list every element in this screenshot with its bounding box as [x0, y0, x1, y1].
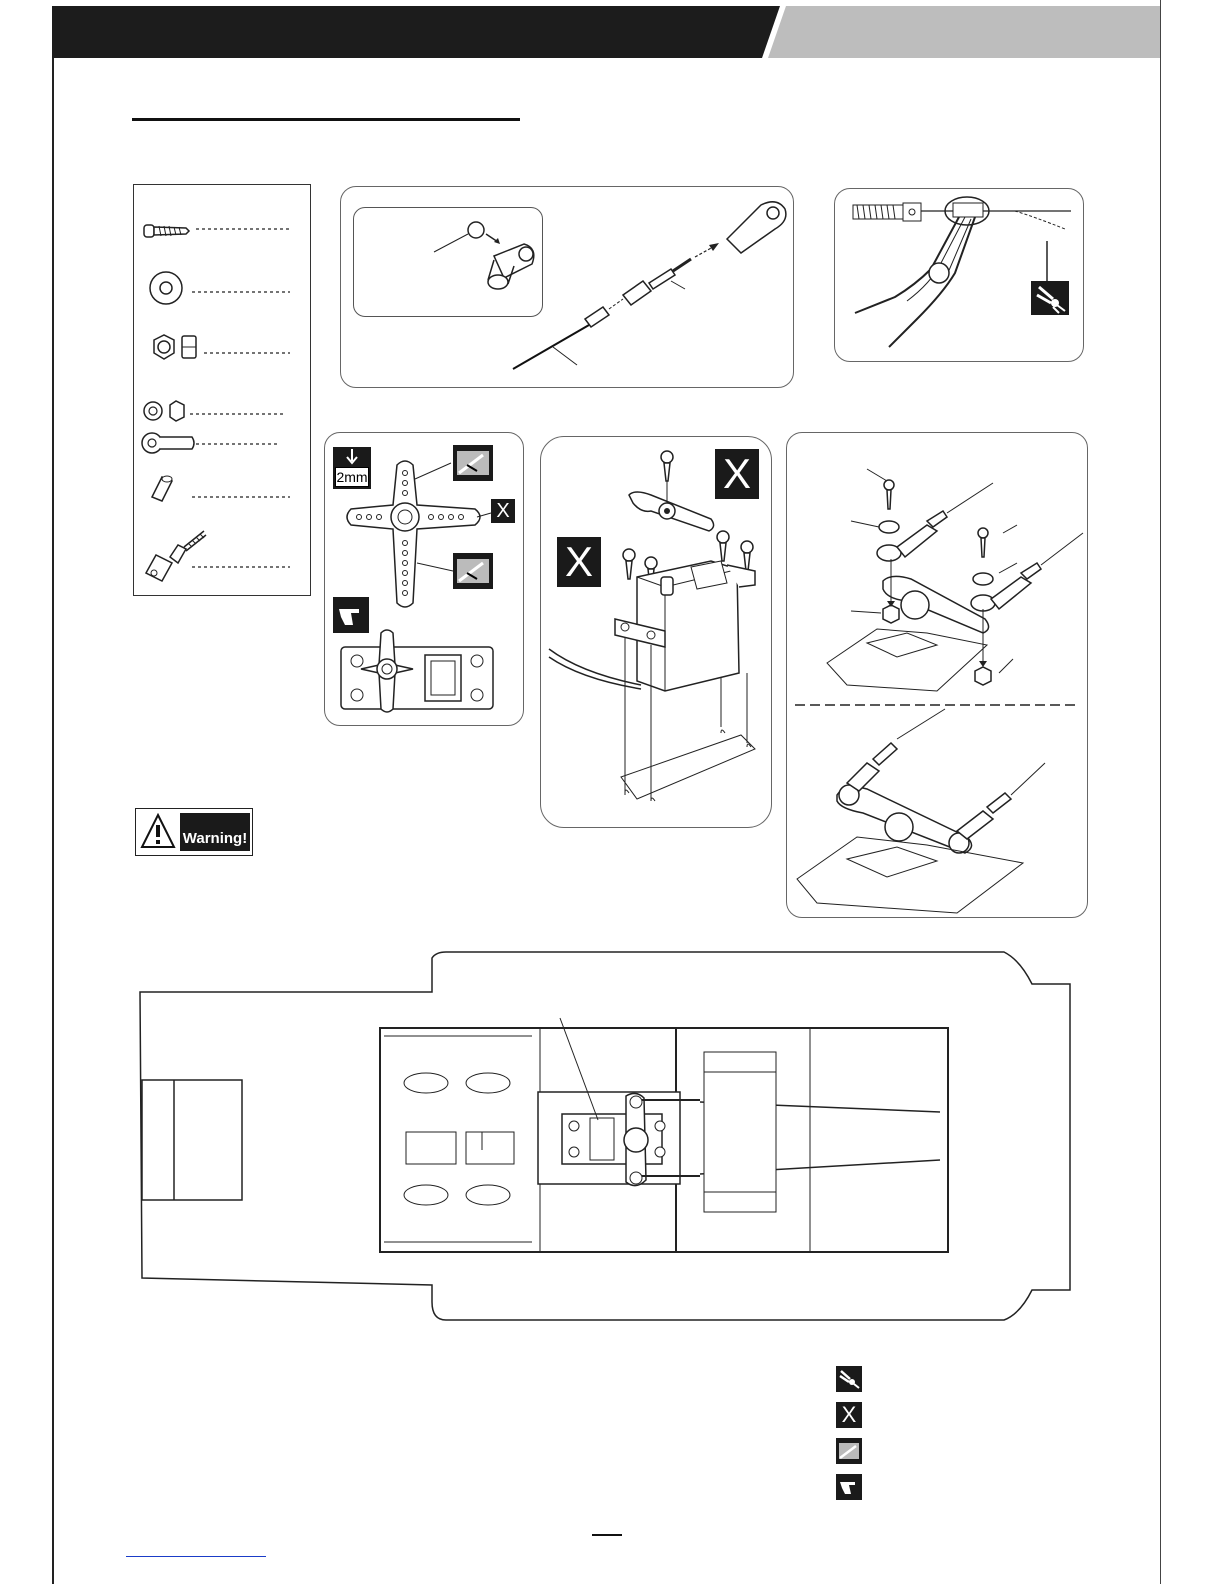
trim-icon [836, 1438, 862, 1464]
trim-size-label: 2mm [336, 469, 368, 485]
hex-nut-icon [154, 335, 196, 359]
screw-icon [144, 225, 189, 237]
x-mark-icon: X [715, 449, 759, 499]
crimp-wire-panel [834, 188, 1084, 362]
horn-linkage-panel [786, 432, 1088, 918]
do-not-use-icon: X [836, 1402, 862, 1428]
washer-icon [150, 272, 182, 304]
fuselage-top-view [0, 940, 1224, 1330]
warning-badge [135, 808, 253, 856]
right-margin-line [1160, 0, 1161, 1584]
x-mark-icon: X [557, 537, 601, 587]
linkage-stopper-icon [146, 531, 206, 581]
lock-nut-icon [144, 401, 184, 421]
cut-icon [1031, 281, 1069, 315]
note-icon [333, 597, 369, 633]
trim-icon [453, 553, 493, 589]
parts-list-box [133, 184, 311, 596]
x-mark-icon: X [491, 499, 515, 523]
page-number-line [592, 1534, 622, 1536]
sleeve-icon [152, 476, 172, 501]
servo-mounting-panel [540, 436, 772, 828]
warning-label: Warning! [180, 813, 250, 851]
note-icon [836, 1474, 862, 1500]
header-bar [0, 0, 1224, 70]
section-title-underline [132, 118, 520, 121]
left-margin-line [52, 58, 54, 1584]
servo-horn-trim-panel [324, 432, 524, 726]
warning-triangle-icon [140, 813, 176, 851]
ball-link-icon [142, 433, 194, 453]
linkage-assembly-panel [340, 186, 794, 388]
cut-icon [836, 1366, 862, 1392]
trim-icon [453, 445, 493, 481]
footer-link-line [126, 1556, 266, 1557]
